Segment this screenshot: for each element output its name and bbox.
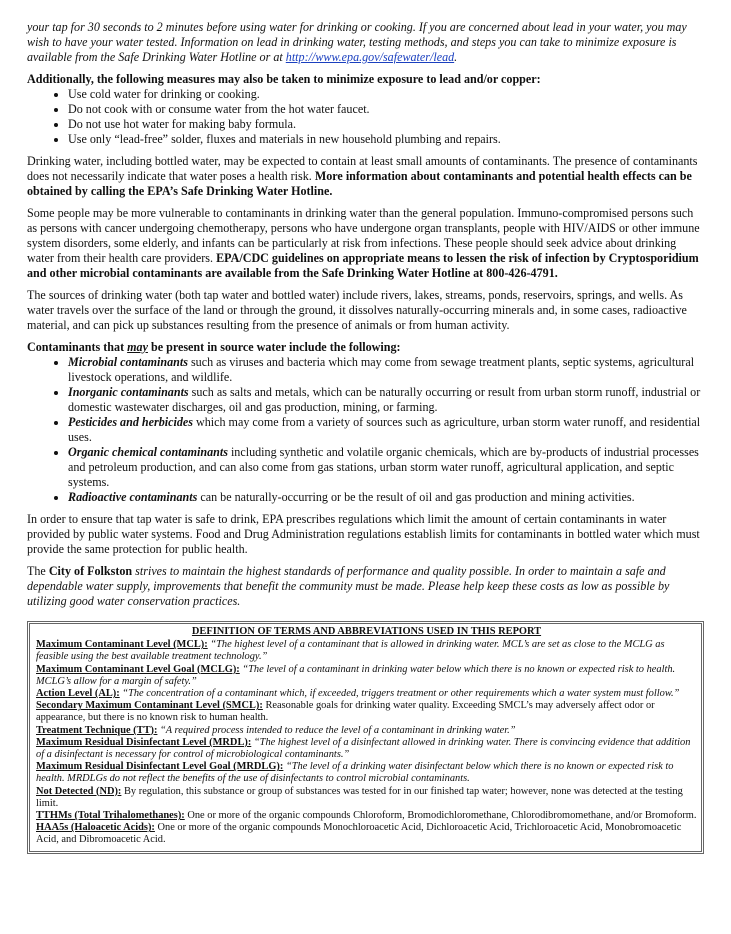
definition-term <box>36 810 697 822</box>
list-item <box>68 445 704 490</box>
term-definition: “The level of a drinking water disinfectant below which there is no known or expected risk to health. MRDLGs do not reflect the benefits of the use of disinfectants to control microbial contaminants. <box>36 761 674 785</box>
contaminants-list <box>27 355 704 505</box>
list-item <box>68 355 704 385</box>
contaminant-name: Microbial contaminants <box>68 355 188 369</box>
vulnerable-people-text: Some people may be more vulnerable to contaminants in drinking water than the general population. Immuno-compromised persons such as persons with cancer undergoing chemotherapy, persons who have undergone organ transplants, people with HIV/AIDS or other immune system disorders, some elderly, and infants can be particularly at risk from infections. These people should seek advice about drinking water from their health care providers. <box>27 206 700 265</box>
term-name: Secondary Maximum Contaminant Level (SMCL): <box>36 700 263 712</box>
term-name: Maximum Contaminant Level (MCL): <box>36 639 208 651</box>
term-name: Maximum Residual Disinfectant Level Goal (MRDLG): <box>36 761 284 773</box>
vulnerable-people-paragraph <box>27 206 704 281</box>
lead-info-end: . <box>454 50 458 64</box>
term-name: Treatment Technique (TT): <box>36 724 158 736</box>
definition-term <box>36 786 697 810</box>
term-definition: “The concentration of a contaminant which, if exceeded, triggers treatment or other requirements which a water system must follow.” <box>119 688 680 700</box>
contaminant-description: can be naturally-occurring or be the result of oil and gas production and mining activities. <box>197 490 635 504</box>
definition-term <box>36 700 697 724</box>
term-definition: By regulation, this substance or group of substances was tested for in our finished tap water; however, none was detected at the testing limit. <box>36 785 683 809</box>
term-definition: One or more of the organic compounds Chloroform, Bromodichloromethane, Chlorodibromomethane, and/or Bromoform. <box>184 810 697 822</box>
term-name: HAA5s (Haloacetic Acids): <box>36 822 155 834</box>
list-item <box>68 415 704 445</box>
term-definition: Reasonable goals for drinking water quality. Exceeding SMCL’s may adversely affect odor or appearance, but there is no known risk to human health. <box>36 700 655 724</box>
definition-term <box>36 725 697 737</box>
contaminants-heading-post: be present in source water include the following: <box>147 340 401 354</box>
term-definition: “The level of a contaminant in drinking water below which there is no known or expected risk to health. MCLG’s allow for a margin of safety.” <box>36 663 676 687</box>
cdc-guidelines-text: EPA/CDC guidelines on appropriate means to lessen the risk of infection by Cryptosporidium and other microbial contaminants are available from the Safe Drinking Water Hotline at 800-426-4791. <box>27 251 699 280</box>
definition-term <box>36 822 697 846</box>
term-name: Maximum Contaminant Level Goal (MCLG): <box>36 663 240 675</box>
contaminant-description: such as viruses and bacteria which may come from sewage treatment plants, septic systems, agricultural livestock operations, and wildlife. <box>68 355 695 384</box>
contaminant-name: Inorganic contaminants <box>68 385 189 399</box>
list-item <box>68 385 704 415</box>
term-name: Action Level (AL): <box>36 688 120 700</box>
definition-term <box>36 761 697 785</box>
city-paragraph <box>27 564 704 609</box>
city-name: City of Folkston <box>48 564 133 578</box>
definition-term <box>36 737 697 761</box>
lead-info-paragraph <box>27 20 704 65</box>
definitions-title: DEFINITION OF TERMS AND ABBREVIATIONS USED IN THIS REPORT <box>191 626 542 637</box>
term-definition: “A required process intended to reduce the level of a contaminant in drinking water.” <box>157 724 516 736</box>
list-item: • Do not cook with or consume water from the hot water faucet. <box>68 102 704 117</box>
definition-term <box>36 639 697 663</box>
term-definition: “The highest level of a contaminant that is allowed in drinking water. MCL’s are set as close to the MCLG as feasible using the best available treatment technology.” <box>36 639 665 663</box>
hotline-info-text: More information about contaminants and potential health effects can be obtained by calling the EPA’s Safe Drinking Water Hotline. <box>27 169 692 198</box>
definitions-box <box>27 621 704 854</box>
list-item <box>68 490 704 505</box>
contaminant-name: Radioactive contaminants <box>68 490 198 504</box>
contaminant-name: Pesticides and herbicides <box>68 415 193 429</box>
bottled-water-text: Drinking water, including bottled water, may be expected to contain at least small amounts of contaminants. The presence of contaminants does not necessarily indicate that water poses a health risk. <box>27 154 698 183</box>
contaminants-heading <box>27 340 704 355</box>
definition-term <box>36 664 697 688</box>
epa-lead-link[interactable]: http://www.epa.gov/safewater/lead <box>285 50 455 64</box>
measures-heading: Additionally, the following measures may also be taken to minimize exposure to lead and/or copper: <box>27 72 541 86</box>
list-item: • Use cold water for drinking or cooking. <box>68 87 704 102</box>
contaminants-heading-may: may <box>127 340 148 354</box>
city-paragraph-pre: The <box>27 564 49 578</box>
contaminants-heading-pre: Contaminants that <box>27 340 128 354</box>
definition-term <box>36 688 697 700</box>
contaminant-description: which may come from a variety of sources such as agriculture, urban storm water runoff, and residential uses. <box>68 415 701 444</box>
lead-info-text: your tap for 30 seconds to 2 minutes before using water for drinking or cooking. If you are concerned about lead in your water, you may wish to have your water tested. Information on lead in drinking water, testing methods, and steps you can take to minimize exposure is available from the Safe Drinking Water Hotline or at <box>27 20 687 64</box>
term-name: Not Detected (ND): <box>36 785 122 797</box>
list-item: • Use only “lead-free” solder, fluxes and materials in new household plumbing and repairs. <box>68 132 704 147</box>
term-definition: “The highest level of a disinfectant allowed in drinking water. There is convincing evidence that addition of a disinfectant is necessary for control of microbiological contaminants.” <box>36 736 691 761</box>
city-paragraph-text: strives to maintain the highest standards of performance and quality possible. In order to maintain a safe and dependable water supply, improvements that benefit the community must be made. Please help keep these costs as low as possible by utilizing good water conservation practices. <box>27 564 670 608</box>
sources-paragraph: The sources of drinking water (both tap water and bottled water) include rivers, lakes, streams, ponds, reservoirs, springs, and wells. As water travels over the surface of the land or through the ground, it dissolves naturally-occurring minerals and, in some cases, radioactive material, and can pick up substances resulting from the presence of animals or from human activity. <box>27 288 687 332</box>
bottled-water-paragraph <box>27 154 704 199</box>
term-definition: One or more of the organic compounds Monochloroacetic Acid, Dichloroacetic Acid, Trichloroacetic Acid, Monobromoacetic Acid, and Dibromoacetic Acid. <box>36 822 682 846</box>
term-name: Maximum Residual Disinfectant Level (MRDL): <box>36 736 252 748</box>
contaminant-description: including synthetic and volatile organic chemicals, which are by-products of industrial processes and petroleum production, and can also come from gas stations, urban storm water runoff, agricultural application, and septic systems. <box>68 445 699 489</box>
contaminant-name: Organic chemical contaminants <box>68 445 228 459</box>
regulations-paragraph: In order to ensure that tap water is safe to drink, EPA prescribes regulations which limit the amount of certain contaminants in water provided by public water systems. Food and Drug Administration regulations establish limits for contaminants in bottled water which must provide the same protection for public health. <box>27 512 700 556</box>
term-name: TTHMs (Total Trihalomethanes): <box>36 810 185 822</box>
contaminant-description: such as salts and metals, which can be naturally occurring or result from urban storm runoff, industrial or domestic wastewater discharges, oil and gas production, mining, or farming. <box>68 385 701 414</box>
measures-list <box>27 87 704 147</box>
list-item: • Do not use hot water for making baby formula. <box>68 117 704 132</box>
